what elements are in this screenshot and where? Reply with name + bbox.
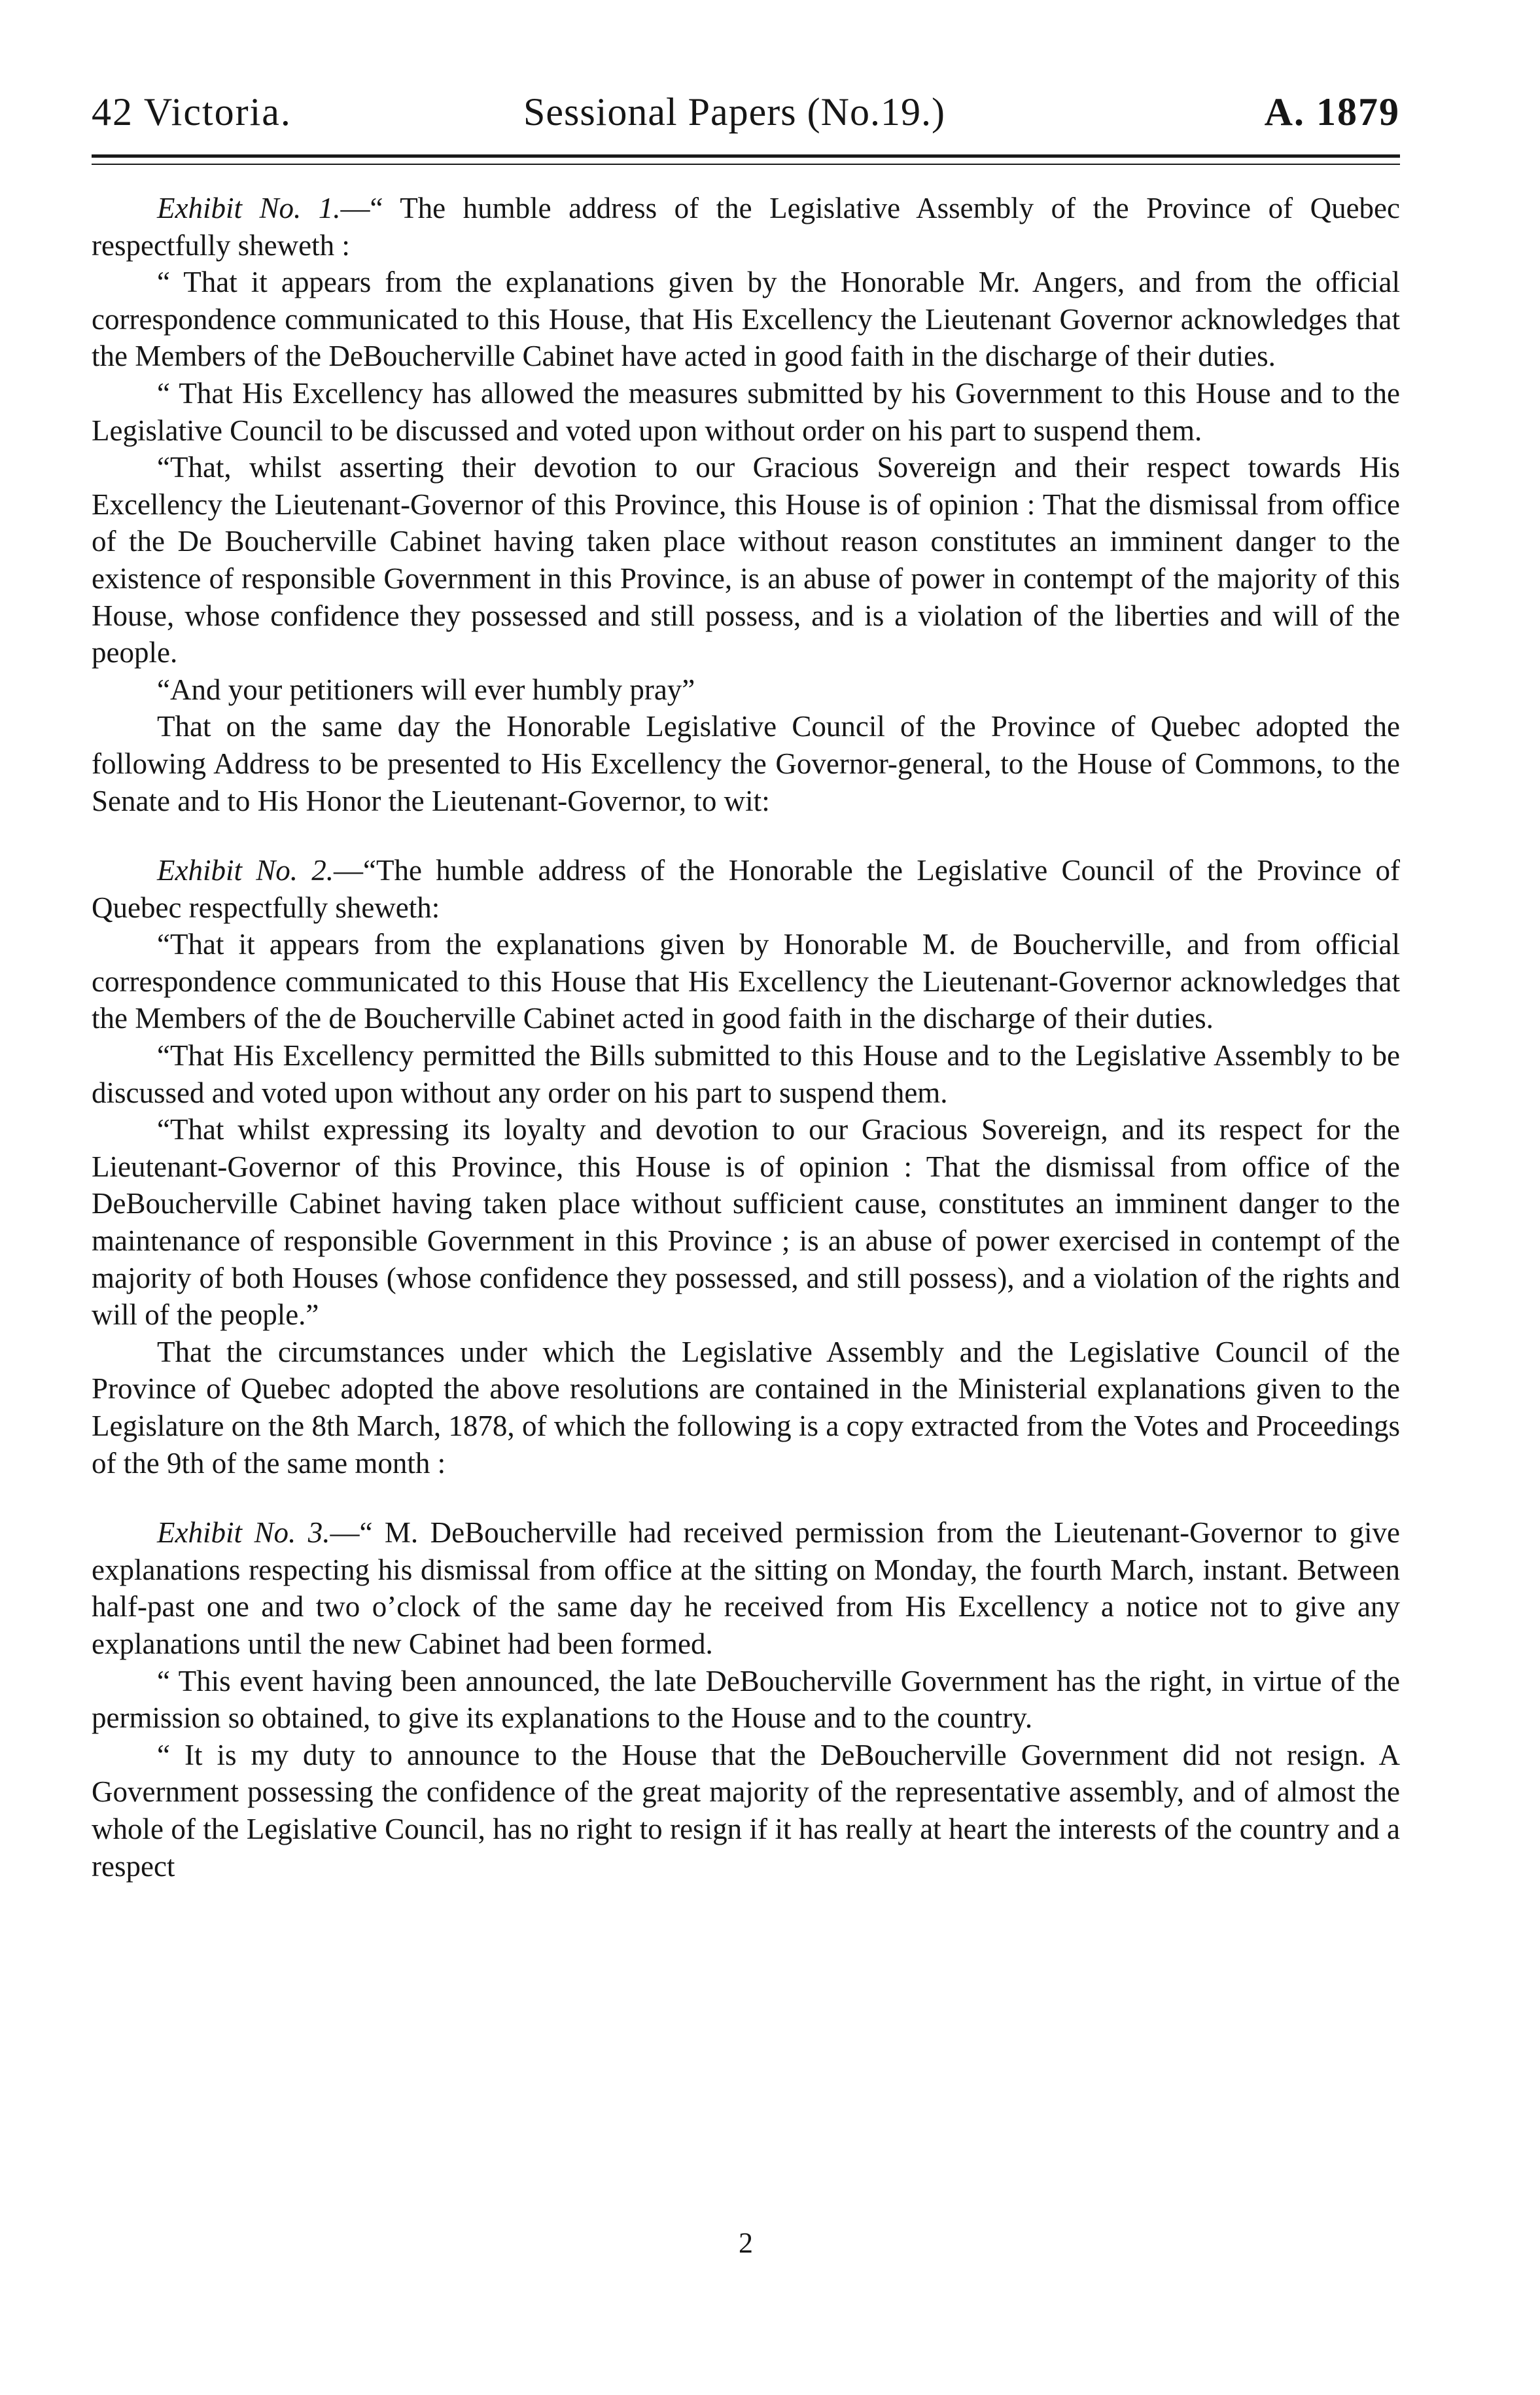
exhibit-1-paragraph: “That, whilst asserting their devotion to our Gracious Sovereign and their respect towards His Excellency the Lieutenant-Governor of this Province, this House is of opinion : That the dismissal from office of the De Boucherville Cabinet having taken place without reason constitutes an imminent danger to the existence of responsible Government in this Province, is an abuse of power in contempt of the majority of this House, whose confidence they possessed and still possess, and is a violation of the liberties and will of the people.	[92, 451, 1400, 669]
exhibit-3-paragraph: “ It is my duty to announce to the House that the DeBoucherville Government did not resign. A Government possessing the confidence of the great majority of the representative assembly, and of almost the whole of the Legislative Council, has no right to resign if it has really at heart the interests of the country and a respect	[92, 1738, 1400, 1883]
exhibit-3-label: Exhibit No. 3.	[157, 1516, 330, 1550]
exhibit-2-label: Exhibit No. 2.	[157, 854, 334, 887]
exhibit-2-intro-text: —“The humble address of the Honorable the Legislative Council of the Province of Quebec respectfully sheweth:	[92, 854, 1400, 924]
exhibit-3-intro-text: —“ M. DeBoucherville had received permission from the Lieutenant-Governor to give explanations respecting his dismissal from office at the sitting on Monday, the fourth March, instant. Between half-past one and two o’clock of the same day he received from His Excellency a notice not to give any explanations until the new Cabinet had been formed.	[92, 1516, 1401, 1660]
exhibit-3-intro	[92, 1514, 1400, 1662]
body-text	[92, 190, 1400, 1885]
exhibit-1-intro	[92, 190, 1400, 264]
header-rule-thick	[92, 154, 1400, 158]
running-head	[92, 82, 1400, 141]
exhibit-1-paragraph: “ That it appears from the explanations given by the Honorable Mr. Angers, and from the official correspondence communicated to this House, that His Excellency the Lieutenant Governor acknowledges that the Members of the DeBoucherville Cabinet have acted in good faith in the discharge of their duties.	[92, 266, 1400, 373]
exhibit-1-intro-text: —“ The humble address of the Legislative Assembly of the Province of Quebec respectfully sheweth :	[92, 192, 1400, 262]
header-publication-title: Sessional Papers (No.19.)	[523, 90, 945, 133]
exhibit-1-paragraph: “ That His Excellency has allowed the measures submitted by his Government to this House and to the Legislative Council to be discussed and voted upon without order on his part to suspend them.	[92, 376, 1400, 447]
page-number: 2	[739, 2227, 753, 2259]
exhibit-2-paragraph: “That His Excellency permitted the Bills submitted to this House and to the Legislative Assembly to be discussed and voted upon without any order on his part to suspend them.	[92, 1039, 1400, 1109]
header-year: A. 1879	[1264, 90, 1400, 133]
header-regnal-year: 42 Victoria.	[92, 90, 292, 133]
exhibit-3-paragraph: “ This event having been announced, the late DeBoucherville Government has the right, in virtue of the permission so obtained, to give its explanations to the House and to the country.	[92, 1664, 1400, 1735]
exhibit-1-label: Exhibit No. 1.	[157, 192, 341, 224]
exhibit-2-paragraph: “That it appears from the explanations given by Honorable M. de Boucherville, and from official correspondence communicated to this House that His Excellency the Lieutenant-Governor acknowledges that the Members of the de Boucherville Cabinet acted in good faith in the discharge of their duties.	[92, 928, 1400, 1035]
document-page	[92, 0, 1400, 2395]
narrative-paragraph: That on the same day the Honorable Legislative Council of the Province of Quebec adopted the following Address to be presented to His Excellency the Governor-general, to the House of Commons, to the Senate and to His Honor the Lieutenant-Governor, to wit:	[92, 710, 1400, 817]
exhibit-1-closing: “And your petitioners will ever humbly pray”	[157, 673, 695, 706]
exhibit-2-intro	[92, 852, 1400, 926]
exhibit-2-paragraph: “That whilst expressing its loyalty and devotion to our Gracious Sovereign, and its respect for the Lieutenant-Governor of this Province, this House is of opinion : That the dismissal from office of the DeBoucherville Cabinet having taken place without sufficient cause, constitutes an imminent danger to the maintenance of responsible Government in this Province ; is an abuse of power exercised in contempt of the majority of both Houses (whose confidence they possessed, and still possess), and a violation of the rights and will of the people.”	[92, 1113, 1400, 1332]
header-rule-thin	[92, 164, 1400, 165]
narrative-paragraph: That the circumstances under which the Legislative Assembly and the Legislative Council of the Province of Quebec adopted the above resolutions are contained in the Ministerial explanations given to the Legislature on the 8th March, 1878, of which the following is a copy extracted from the Votes and Proceedings of the 9th of the same month :	[92, 1335, 1400, 1480]
